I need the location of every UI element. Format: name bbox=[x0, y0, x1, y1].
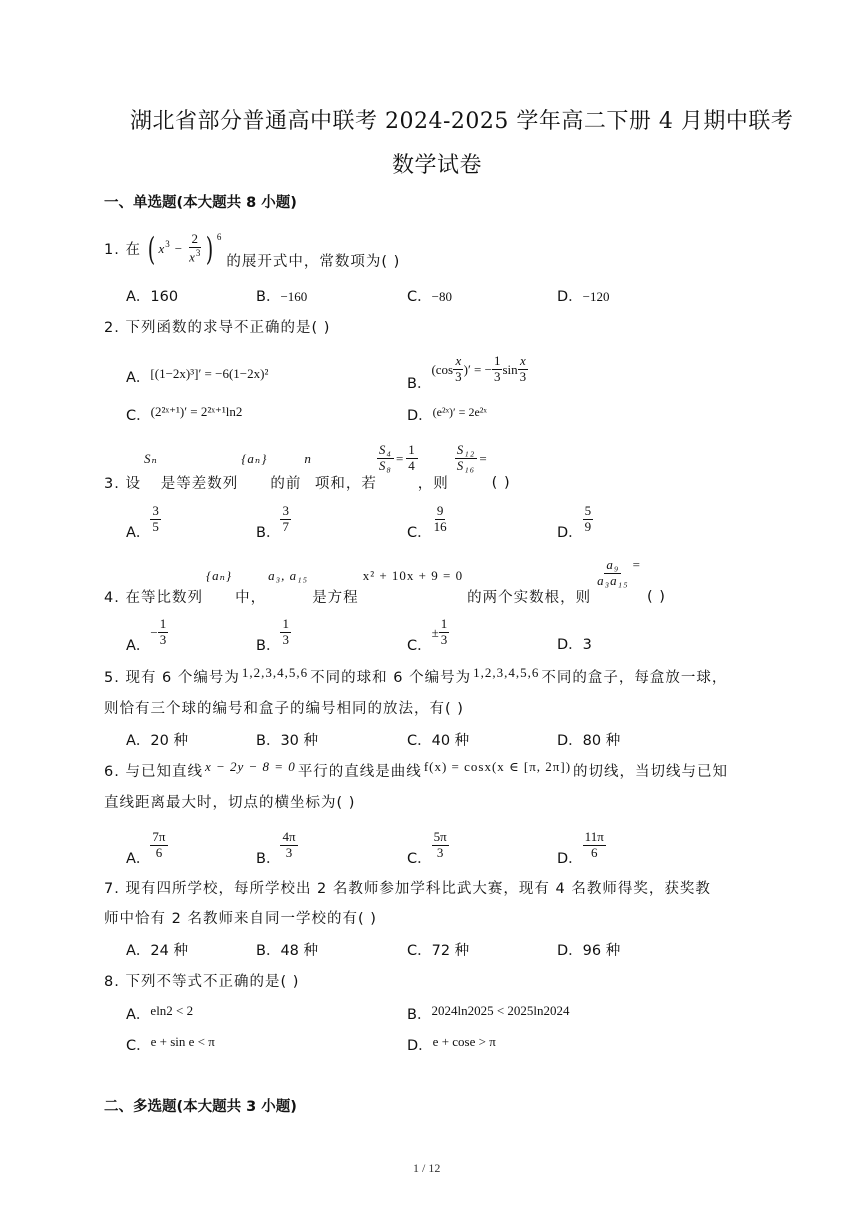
question-1-expression: ( x $^3$ − $\frac{2}{x^3}$ ) $^6$ bbox=[147, 229, 223, 268]
question-6-line-1: 6. 与已知直线 x − 2y − 8 = 0 平行的直线是曲线 f(x) = cosx(x ∈ [π, 2π]) 的切线，当切线与已知 bbox=[104, 758, 729, 780]
section-heading-single-choice: 一、单选题(本大题共 8 小题) bbox=[104, 195, 297, 211]
q8-option-a[interactable]: A．eln2 < 2 bbox=[126, 1003, 194, 1023]
page-subtitle: 数学试卷 bbox=[392, 153, 483, 178]
q4-option-d[interactable]: D．3 bbox=[557, 637, 592, 653]
q6-option-d[interactable]: D． $\frac{11\pi}{6}$ bbox=[557, 829, 604, 867]
q1-option-a[interactable]: A．160 bbox=[126, 289, 179, 305]
question-5-line-2: 则恰有三个球的编号和盒子的编号相同的放法，有( ) bbox=[104, 701, 464, 717]
q1-option-b[interactable]: B．−160 bbox=[256, 289, 308, 305]
page-number: 1 / 12 bbox=[413, 1161, 441, 1175]
q5-option-b[interactable]: B．30 种 bbox=[256, 733, 319, 749]
q4-option-b[interactable]: B． $\frac{1}{3}$ bbox=[256, 616, 289, 654]
q3-option-b[interactable]: B． $\frac{3}{7}$ bbox=[256, 503, 289, 541]
q4-option-a[interactable]: A． − $\frac{1}{3}$ bbox=[126, 616, 167, 654]
q7-option-a[interactable]: A．24 种 bbox=[126, 943, 188, 959]
q8-option-b[interactable]: B．2024ln2025 < 2025ln2024 bbox=[407, 1003, 570, 1023]
question-1-suffix: 的展开式中，常数项为( ) bbox=[226, 254, 401, 270]
q5-option-d[interactable]: D．80 种 bbox=[557, 733, 621, 749]
question-2-stem: 2. 下列函数的求导不正确的是( ) bbox=[104, 320, 331, 336]
q3-option-d[interactable]: D． $\frac{5}{9}$ bbox=[557, 503, 592, 541]
question-7-line-2: 师中恰有 2 名教师来自同一学校的有( ) bbox=[104, 911, 377, 927]
q6-option-c[interactable]: C． $\frac{5\pi}{3}$ bbox=[407, 829, 447, 867]
page-title: 湖北省部分普通高中联考 2024-2025 学年高二下册 4 月期中联考 bbox=[130, 109, 794, 134]
q3-option-a[interactable]: A． $\frac{3}{5}$ bbox=[126, 503, 159, 541]
q8-option-c[interactable]: C．e + sin e < π bbox=[126, 1034, 215, 1054]
q2-option-a[interactable]: A．[(1−2x)³]′ = −6(1−2x)² bbox=[126, 366, 269, 386]
q7-option-c[interactable]: C．72 种 bbox=[407, 943, 470, 959]
section-heading-multi-choice: 二、多选题(本大题共 3 小题) bbox=[104, 1099, 297, 1115]
question-7-line-1: 7. 现有四所学校，每所学校出 2 名教师参加学科比武大赛，现有 4 名教师得奖，获奖教 bbox=[104, 881, 711, 897]
q4-option-c[interactable]: C． ± $\frac{1}{3}$ bbox=[407, 616, 448, 654]
q3-option-c[interactable]: C． $\frac{9}{16}$ bbox=[407, 503, 447, 541]
q7-option-b[interactable]: B．48 种 bbox=[256, 943, 319, 959]
question-1 bbox=[104, 226, 400, 271]
q5-option-a[interactable]: A．20 种 bbox=[126, 733, 188, 749]
q6-option-b[interactable]: B． $\frac{4\pi}{3}$ bbox=[256, 829, 296, 867]
q1-option-c[interactable]: C．−80 bbox=[407, 289, 452, 305]
q2-option-d[interactable]: D．$^{(e^2ˣ)' = 2e^2ˣ}$ bbox=[407, 405, 487, 424]
q7-option-d[interactable]: D．96 种 bbox=[557, 943, 621, 959]
q2-option-b[interactable]: B． (cos $\frac{x}{3}$ )′ = − $\frac{1}{3}$ sin $\frac{x}{3}$ bbox=[407, 353, 527, 392]
question-6-line-2: 直线距离最大时，切点的横坐标为( ) bbox=[104, 795, 356, 811]
q6-option-a[interactable]: A． $\frac{7\pi}{6}$ bbox=[126, 829, 166, 867]
question-4: 4. 在等比数列 {aₙ} 中， a₃, a₁₅ 是方程 x² + 10x + 9 = 0 的两个实数根，则 $\frac{\text{a₉}}{\text{a₃a₁₅}}$ = ( ) bbox=[104, 556, 666, 606]
question-8-stem: 8. 下列不等式不正确的是( ) bbox=[104, 974, 300, 990]
q2-option-c[interactable]: C．(2²ˣ⁺¹)′ = 2²ˣ⁺¹ln2 bbox=[126, 404, 243, 424]
question-1-prefix: 1. 在 bbox=[104, 242, 141, 258]
q5-option-c[interactable]: C．40 种 bbox=[407, 733, 470, 749]
q1-option-d[interactable]: D．−120 bbox=[557, 289, 610, 305]
question-3: 3. 设 Sₙ 是等差数列 {aₙ} 的前 n 项和，若 $\frac{\text{S₄}}{\text{S₈}}$ = $\frac{1}{4}$ ，则 $\frac{\text{S₁₂}}{\text{S₁₆}}$ = ( ) bbox=[104, 442, 511, 492]
q8-option-d[interactable]: D．e + cose > π bbox=[407, 1034, 496, 1054]
question-5-line-1: 5. 现有 6 个编号为 1,2,3,4,5,6 不同的球和 6 个编号为 1,2,3,4,5,6 不同的盒子，每盒放一球， bbox=[104, 664, 728, 686]
